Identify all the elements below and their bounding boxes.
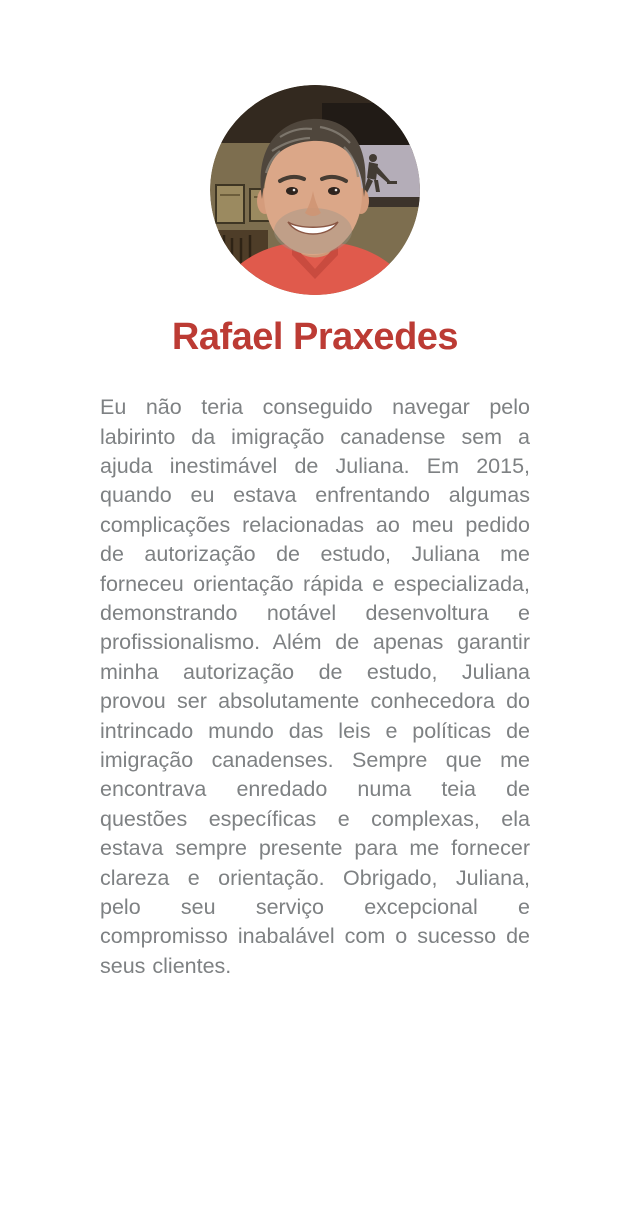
testimonial-card (0, 85, 630, 1225)
testimonial-paragraph: Eu não teria conseguido navegar pelo labirinto da imigração canadense sem a ajuda inestimável de Juliana. Em 2015, quando eu estava enfrentando algumas complicações relacionadas ao meu pedido de autorização de estudo, Juliana me forneceu orientação rápida e especializada, demonstrando notável desenvoltura e profissionalismo. Além de apenas garantir minha autorização de estudo, Juliana provou ser absolutamente conhecedora do intrincado mundo das leis e políticas de imigração canadenses. Sempre que me encontrava enredado numa teia de questões específicas e complexas, ela estava sempre presente para me fornecer clareza e orientação. Obrigado, Juliana, pelo seu serviço excepcional e compromisso inabalável com o sucesso de seus clientes. (100, 395, 530, 978)
avatar (210, 85, 420, 295)
person-name: Rafael Praxedes (171, 316, 459, 358)
avatar-portrait-illustration (210, 85, 420, 295)
